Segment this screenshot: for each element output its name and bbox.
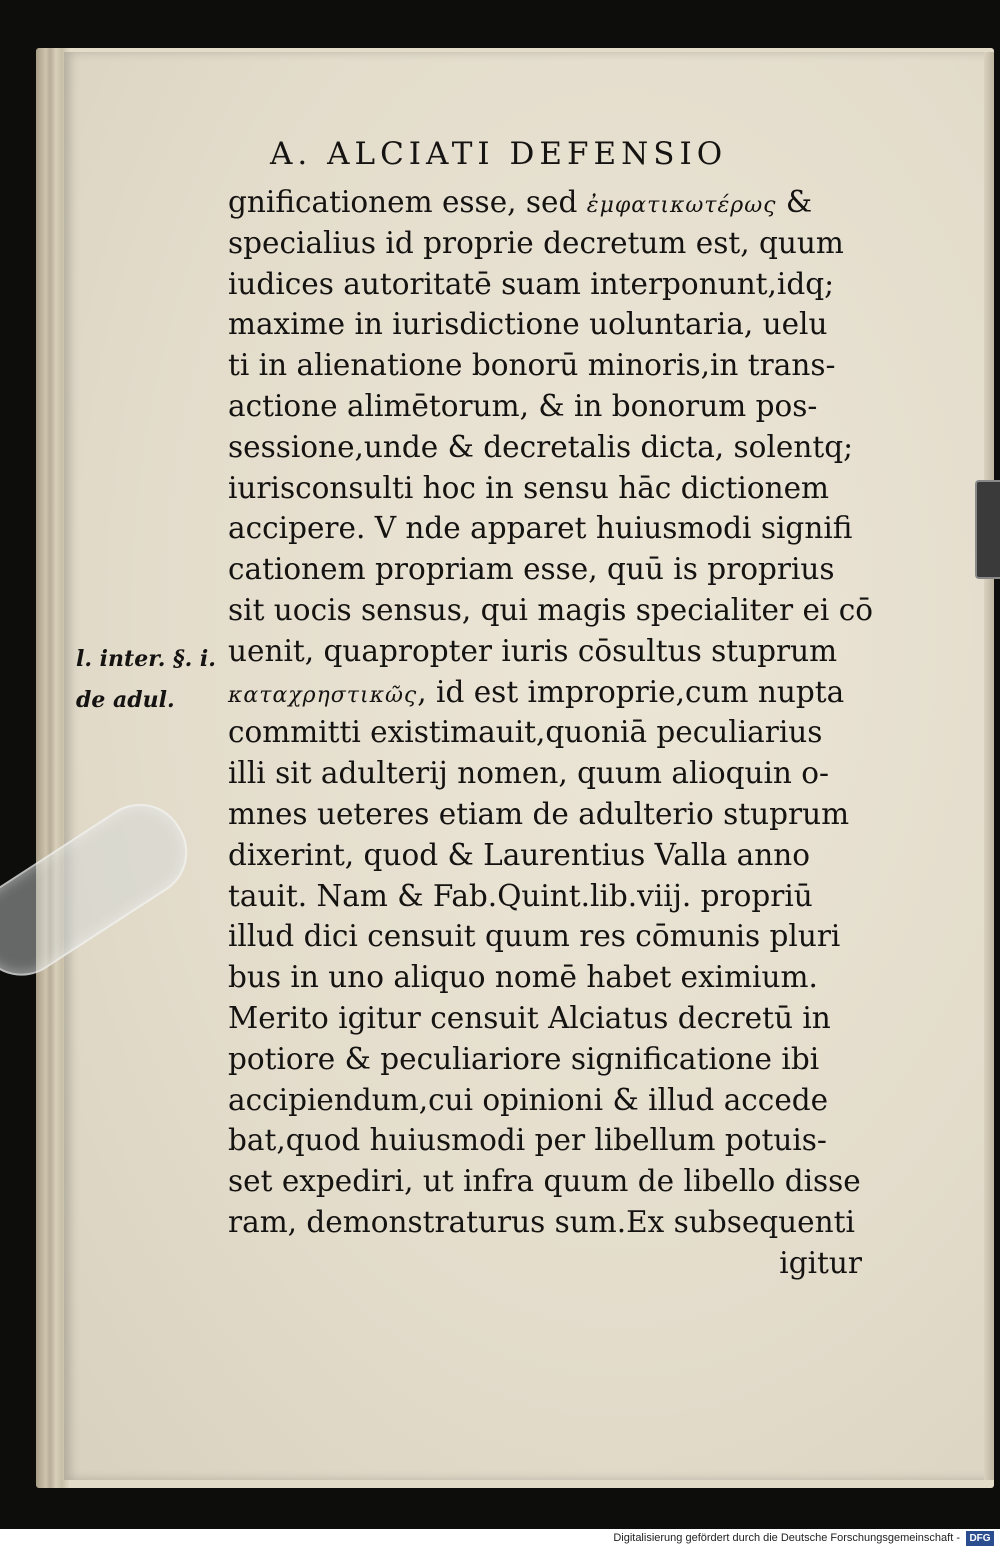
text-line: set expediri, ut infra quum de libello disse: [228, 1164, 861, 1199]
text-line: actione alimētorum, & in bonorum pos-: [228, 388, 818, 423]
text-line: iudices autoritatē suam interponunt,idq;: [228, 266, 835, 301]
text-line: specialius id proprie decretum est, quum: [228, 225, 844, 260]
text-line: sessione,unde & decretalis dicta, solentq;: [228, 429, 854, 464]
footer-bar: [0, 1529, 1000, 1549]
catchword: igitur: [779, 1245, 862, 1280]
footer-credit: Digitalisierung gefördert durch die Deutsche Forschungsgemeinschaft -: [613, 1532, 960, 1544]
dfg-logo-icon[interactable]: DFG: [966, 1531, 994, 1546]
text-line: maxime in iurisdictione uoluntaria, uelu: [228, 307, 828, 342]
text-line: accipiendum,cui opinioni & illud accede: [228, 1082, 829, 1117]
text-line: tauit. Nam & Fab.Quint.lib.viij. propriū: [228, 878, 813, 913]
page-edge: [984, 52, 994, 1480]
text-line: illi sit adulterij nomen, quum alioquin o-: [228, 756, 830, 791]
text-line: mnes ueteres etiam de adulterio stuprum: [228, 796, 850, 831]
text-line: bat,quod huiusmodi per libellum potuis-: [228, 1123, 827, 1158]
text-line: committi existimauit,quoniā peculiarius: [228, 715, 823, 750]
text-line: iurisconsulti hoc in sensu hāc dictionem: [228, 470, 830, 505]
text-line: dixerint, quod & Laurentius Valla anno: [228, 837, 811, 872]
text-line: uenit, quapropter iuris cōsultus stuprum: [228, 633, 838, 668]
text-line: ram, demonstraturus sum.Ex subsequenti: [228, 1204, 855, 1239]
scanner-tab: [975, 480, 1000, 579]
running-head: A. ALCIATI DEFENSIO: [270, 136, 728, 172]
text-line: cationem propriam esse, quū is proprius: [228, 552, 835, 587]
text-line: accipere. V nde apparet huiusmodi signifi: [228, 511, 853, 546]
text-line: gnificationem esse, sed ἐμφατικωτέρως &: [228, 185, 813, 219]
body-text: [228, 182, 878, 1284]
text-line: ti in alienatione bonorū minoris,in trans-: [228, 348, 836, 383]
text-line: Merito igitur censuit Alciatus decretū in: [228, 1000, 831, 1035]
margin-note: [76, 640, 216, 722]
greek-word: καταχρηστικῶς: [228, 682, 418, 708]
margin-note-line: de adul.: [76, 686, 175, 713]
text-line: illud dici censuit quum res cōmunis pluri: [228, 919, 841, 954]
greek-word: ἐμφατικωτέρως: [586, 193, 777, 218]
text-line: potiore & peculiariore significatione ibi: [228, 1041, 820, 1076]
text-line: bus in uno aliquo nomē habet eximium.: [228, 960, 818, 995]
text-line: sit uocis sensus, qui magis specialiter ei cō: [228, 592, 873, 627]
margin-note-line: l. inter. §. i.: [76, 646, 216, 672]
text-line: καταχρηστικῶς, id est improprie,cum nupta: [228, 674, 845, 709]
